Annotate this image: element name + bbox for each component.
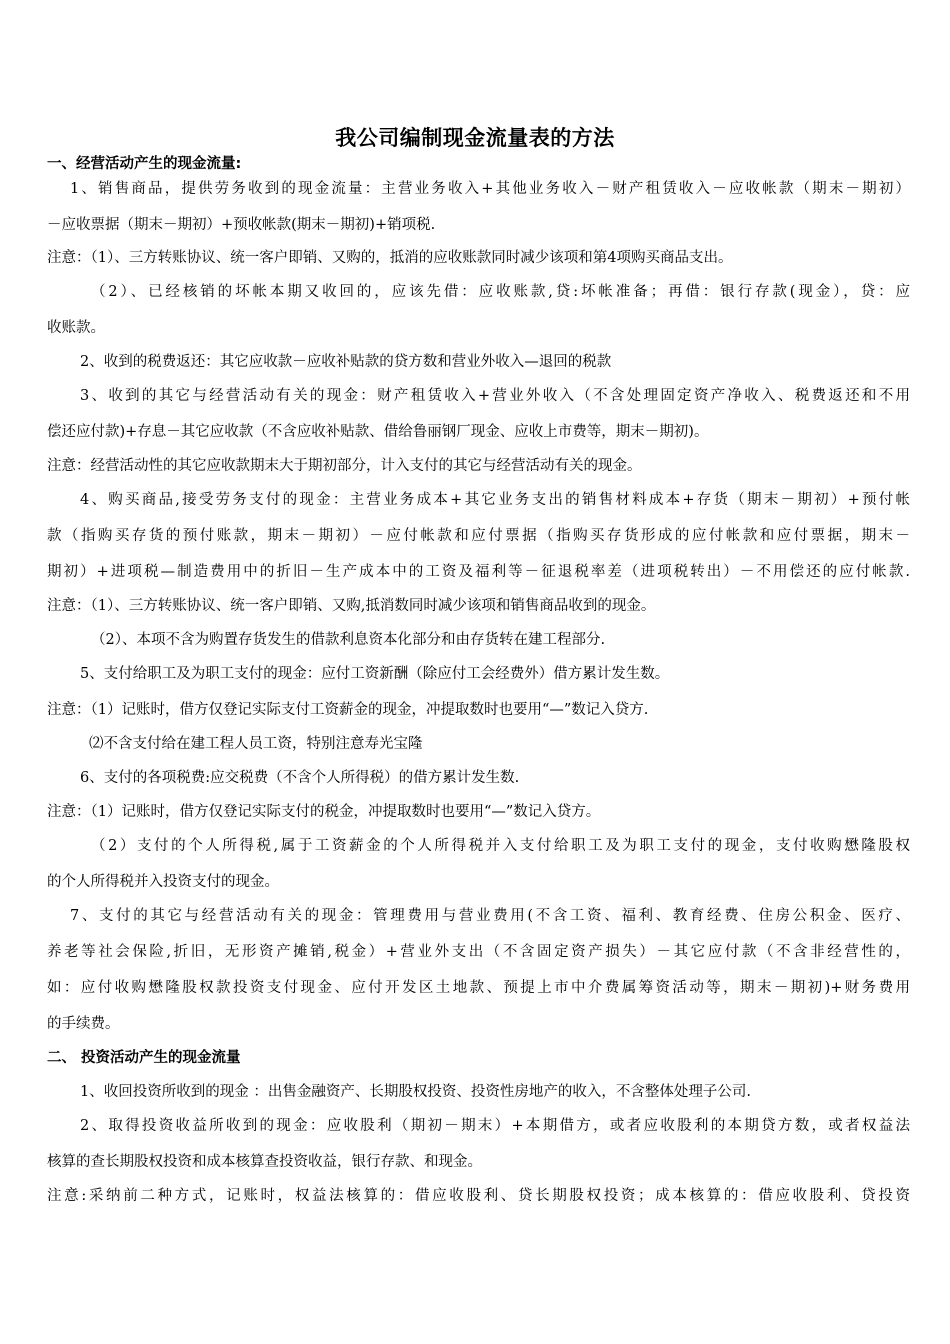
paragraph-line: 养老等社会保险,折旧，无形资产摊销,税金）+营业外支出（不含固定资产损失）－其它应付款（不含非经营性的， <box>47 944 910 960</box>
paragraph-line: 4、购买商品,接受劳务支付的现金：主营业务成本+其它业务支出的销售材料成本+存货（期末－期初）+预付帐 <box>80 492 910 508</box>
paragraph-line: 1、销售商品，提供劳务收到的现金流量：主营业务收入+其他业务收入－财产租赁收入－应收帐款（期末－期初） <box>70 181 910 197</box>
paragraph-line: 注意：（1）、三方转账协议、统一客户即销、又购的，抵消的应收账款同时减少该项和第4项购买商品支出。 <box>47 250 733 266</box>
paragraph-line: 3、收到的其它与经营活动有关的现金：财产租赁收入+营业外收入（不含处理固定资产净收入、税费返还和不用 <box>80 388 910 404</box>
page-title: 我公司编制现金流量表的方法 <box>335 126 615 150</box>
paragraph-line: 注意：（1）记账时，借方仅登记实际支付工资薪金的现金，冲提取数时也要用“—”数记入贷方. <box>47 702 649 718</box>
paragraph-line: 7、支付的其它与经营活动有关的现金：管理费用与营业费用(不含工资、福利、教育经费、住房公积金、医疗、 <box>70 908 910 924</box>
paragraph-line: 2、收到的税费返还：其它应收款－应收补贴款的贷方数和营业外收入—退回的税款 <box>80 354 612 370</box>
paragraph-line: ⑵不含支付给在建工程人员工资，特别注意寿光宝隆 <box>89 736 423 752</box>
paragraph-line: 收账款。 <box>47 320 105 336</box>
section-heading: 一、经营活动产生的现金流量: <box>47 156 242 172</box>
paragraph-line: （2）、已经核销的坏帐本期又收回的，应该先借：应收账款,贷:坏帐准备；再借：银行存款(现金），贷：应 <box>91 284 910 300</box>
paragraph-line: 2、取得投资收益所收到的现金：应收股利（期初－期末）+本期借方，或者应收股利的本期贷方数，或者权益法 <box>80 1118 910 1134</box>
paragraph-line: 款（指购买存货的预付账款，期末－期初）－应付帐款和应付票据（指购买存货形成的应付帐款和应付票据，期末－ <box>47 528 910 544</box>
paragraph-line: 1、收回投资所收到的现金 ：出售金融资产、长期股权投资、投资性房地产的收入，不含整体处理子公司. <box>80 1084 751 1100</box>
paragraph-line: 6、支付的各项税费:应交税费（不含个人所得税）的借方累计发生数. <box>80 770 520 786</box>
paragraph-line: 注意：经营活动性的其它应收款期末大于期初部分，计入支付的其它与经营活动有关的现金。 <box>47 458 642 474</box>
paragraph-line: 核算的查长期股权投资和成本核算查投资收益，银行存款、和现金。 <box>47 1154 482 1170</box>
paragraph-line: 如：应付收购懋隆股权款投资支付现金、应付开发区土地款、预提上市中介费属筹资活动等，期末－期初)+财务费用 <box>47 980 910 996</box>
paragraph-line: －应收票据（期末－期初）+预收帐款(期末－期初)+销项税. <box>47 217 436 233</box>
paragraph-line: 注意:采纳前二种方式，记账时，权益法核算的：借应收股利、贷长期股权投资；成本核算的：借应收股利、贷投资 <box>47 1188 910 1204</box>
paragraph-line: （2）支付的个人所得税,属于工资薪金的个人所得税并入支付给职工及为职工支付的现金，支付收购懋隆股权 <box>91 838 910 854</box>
paragraph-line: 期初）+进项税—制造费用中的折旧－生产成本中的工资及福利等－征退税率差（进项税转出）－不用偿还的应付帐款. <box>47 564 910 580</box>
paragraph-line: 偿还应付款)+存息－其它应收款（不含应收补贴款、借给鲁丽钢厂现金、应收上市费等，期末－期初)。 <box>47 424 709 440</box>
paragraph-line: 的个人所得税并入投资支付的现金。 <box>47 874 279 890</box>
paragraph-line: 5、支付给职工及为职工支付的现金：应付工资新酬（除应付工会经费外）借方累计发生数。 <box>80 666 670 682</box>
paragraph-line: 注意：（1）、三方转账协议、统一客户即销、又购,抵消数同时减少该项和销售商品收到的现金。 <box>47 598 656 614</box>
section-heading: 二、 投资活动产生的现金流量 <box>47 1050 241 1066</box>
paragraph-line: 的手续费。 <box>47 1016 120 1032</box>
paragraph-line: （2）、本项不含为购置存货发生的借款利息资本化部分和由存货转在建工程部分. <box>91 632 606 648</box>
paragraph-line: 注意：（1）记账时，借方仅登记实际支付的税金，冲提取数时也要用“—”数记入贷方。 <box>47 804 601 820</box>
